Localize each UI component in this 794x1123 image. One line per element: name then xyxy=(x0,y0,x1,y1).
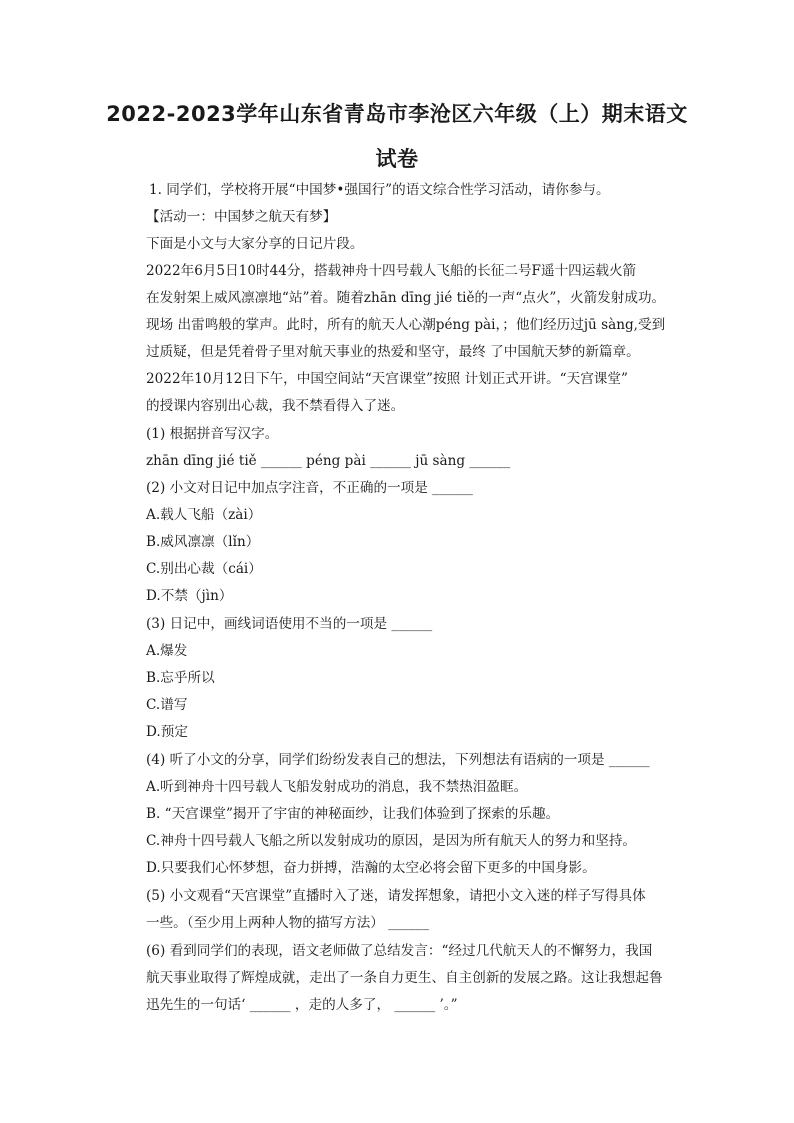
subquestion-4: (4) 听了小文的分享，同学们纷纷发表自己的想法，下列想法有语病的一项是 ______ xyxy=(146,752,650,768)
diary-line-5: 2022年10月12日下午，中国空间站“天宫课堂”按照 计划正式开讲。“天宫课堂” xyxy=(146,371,628,387)
activity-heading: 【活动一：中国梦之航天有梦】 xyxy=(146,209,337,225)
document-title-line-1: 2022-2023学年山东省青岛市李沧区六年级（上）期末语文 xyxy=(106,102,688,126)
pinyin-blanks: zhān dīng jié tiě ______ péng pài ______ jū sàng ______ xyxy=(146,453,511,469)
subquestion-5-line-2: 一些。（至少用上两种人物的描写方法） ______ xyxy=(146,915,429,931)
option-4b: B. “天宫课堂”揭开了宇宙的神秘面纱，让我们体验到了探索的乐趣。 xyxy=(146,806,560,822)
option-2c: C.别出心裁（cái） xyxy=(146,561,262,577)
option-2a: A.载人飞船（zài） xyxy=(146,507,262,523)
subquestion-6-line-1: (6) 看到同学们的表现，语文老师做了总结发言：“经过几代航天人的不懈努力，我国 xyxy=(146,943,653,959)
option-4d: D.只要我们心怀梦想，奋力拼搏，浩瀚的太空必将会留下更多的中国身影。 xyxy=(146,860,596,876)
option-3d: D.预定 xyxy=(146,724,188,740)
option-3b: B.忘乎所以 xyxy=(146,670,215,686)
subquestion-3: (3) 日记中，画线词语使用不当的一项是 ______ xyxy=(146,616,433,632)
option-4c: C.神舟十四号载人飞船之所以发射成功的原因，是因为所有航天人的努力和坚持。 xyxy=(146,833,637,849)
diary-intro: 下面是小文与大家分享的日记片段。 xyxy=(146,236,364,252)
option-2d: D.不禁（jìn） xyxy=(146,588,233,604)
diary-line-6: 的授课内容别出心裁，我不禁看得入了迷。 xyxy=(146,398,405,414)
subquestion-6-line-2: 航天事业取得了辉煌成就，走出了一条自力更生、自主创新的发展之路。这让我想起鲁 xyxy=(146,970,663,986)
option-2b: B.威风凛凛（lǐn） xyxy=(146,534,260,550)
diary-line-4: 过质疑，但是凭着骨子里对航天事业的热爱和坚守，最终 了中国航天梦的新篇章。 xyxy=(146,344,640,360)
subquestion-1: (1) 根据拼音写汉字。 xyxy=(146,426,279,442)
document-title-line-2: 试卷 xyxy=(375,147,419,171)
subquestion-5-line-1: (5) 小文观看“天宫课堂”直播时入了迷，请发挥想象，请把小文入迷的样子写得具体 xyxy=(146,888,646,904)
option-3a: A.爆发 xyxy=(146,643,188,659)
diary-line-1: 2022年6月5日10时44分，搭载神舟十四号载人飞船的长征二号F遥十四运载火箭 xyxy=(146,263,637,279)
diary-line-3: 现场 出雷鸣般的掌声。此时，所有的航天人心潮péng pài，；他们经历过jū sàng,受到 xyxy=(146,317,666,333)
subquestion-2: (2) 小文对日记中加点字注音，不正确的一项是 ______ xyxy=(146,480,473,496)
option-3c: C.谱写 xyxy=(146,697,188,713)
subquestion-6-line-3: 迅先生的一句话‘ ______ ，走的人多了， ______ ’。” xyxy=(146,997,458,1013)
option-4a: A.听到神舟十四号载人飞船发射成功的消息，我不禁热泪盈眶。 xyxy=(146,779,528,795)
question-intro: 1. 同学们，学校将开展“中国梦•强国行”的语文综合性学习活动，请你参与。 xyxy=(149,182,610,198)
diary-line-2: 在发射架上威风凛凛地“站”着。随着zhān dīng jié tiě的一声“点火”，火箭发射成功。 xyxy=(146,290,666,306)
